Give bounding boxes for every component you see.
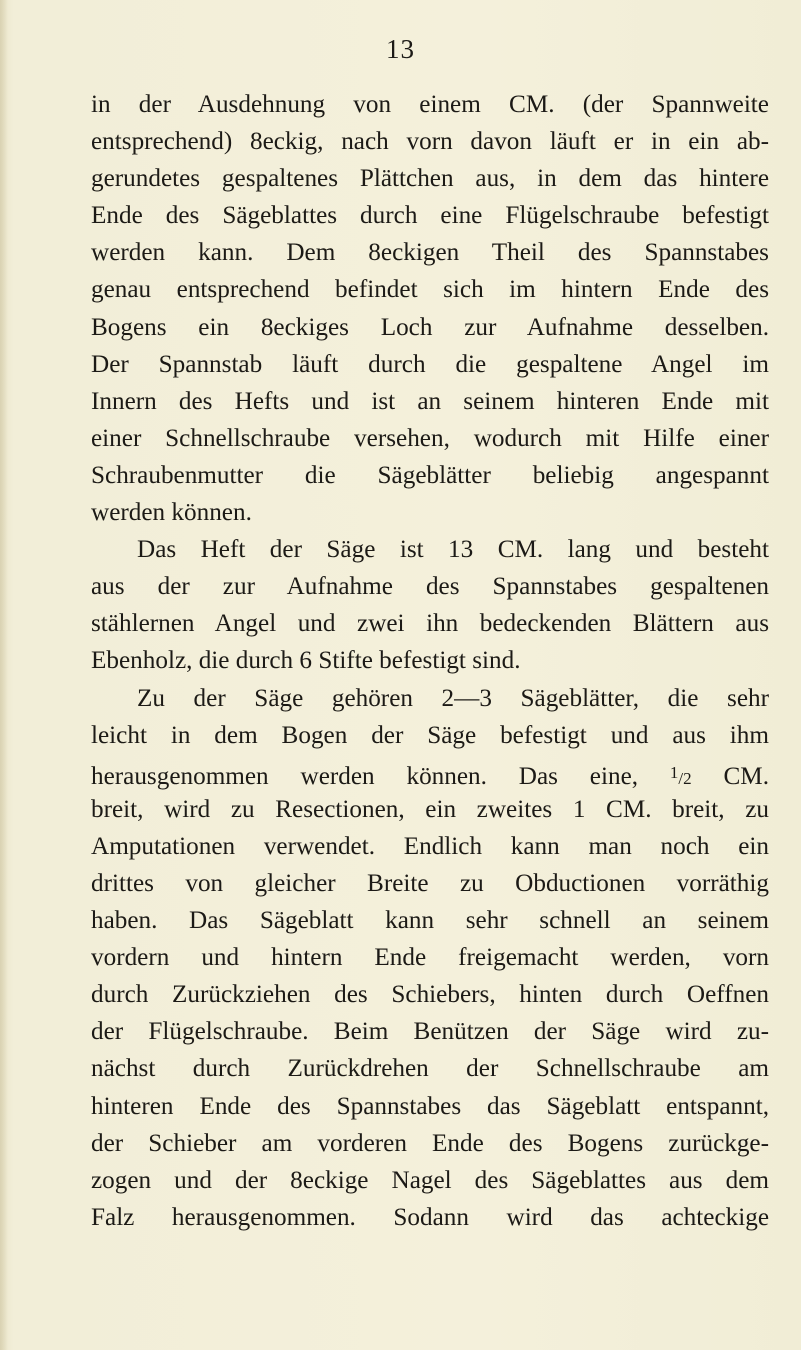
text-line-with-fraction [91, 754, 769, 791]
text-line: entsprechend) 8eckig, nach vorn davon läuft er in ein ab- [91, 128, 769, 156]
text-line: Falz herausgenommen. Sodann wird das achteckige [91, 1203, 769, 1231]
text-line: Das Heft der Säge ist 13 CM. lang und besteht [137, 536, 769, 564]
text-line: werden kann. Dem 8eckigen Theil des Spannstabes [91, 239, 769, 267]
text-line: gerundetes gespaltenes Plättchen aus, in dem das hintere [91, 165, 769, 193]
text-segment: herausgenommen werden können. Das eine, [91, 762, 670, 790]
text-line: Ende des Sägeblattes durch eine Flügelschraube befestigt [91, 202, 769, 230]
text-line: Ebenholz, die durch 6 Stifte befestigt sind. [91, 647, 521, 675]
text-line: genau entsprechend befindet sich im hintern Ende des [91, 276, 769, 304]
text-line: der Schieber am vorderen Ende des Bogens zurückge- [91, 1129, 769, 1157]
text-line: Der Spannstab läuft durch die gespaltene Angel im [91, 350, 769, 378]
page-number: 13 [386, 34, 415, 64]
page-edge-shadow [0, 0, 8, 1350]
body-text [91, 86, 769, 1236]
text-line: hinteren Ende des Spannstabes das Sägeblatt entspannt, [91, 1092, 769, 1120]
text-line: nächst durch Zurückdrehen der Schnellschraube am [91, 1055, 769, 1083]
text-line: breit, wird zu Resectionen, ein zweites 1 CM. breit, zu [91, 795, 769, 823]
text-line: Schraubenmutter die Sägeblätter beliebig angespannt [91, 461, 769, 489]
text-line: durch Zurückziehen des Schiebers, hinten durch Oeffnen [91, 981, 769, 1009]
text-line: Amputationen verwendet. Endlich kann man noch ein [91, 832, 769, 860]
text-line: werden können. [91, 499, 252, 527]
text-line: drittes von gleicher Breite zu Obductionen vorräthig [91, 869, 769, 897]
text-line: der Flügelschraube. Beim Benützen der Säge wird zu- [91, 1018, 769, 1046]
text-line: Bogens ein 8eckiges Loch zur Aufnahme desselben. [91, 313, 769, 341]
text-line: aus der zur Aufnahme des Spannstabes gespaltenen [91, 573, 769, 601]
text-line: vordern und hintern Ende freigemacht werden, vorn [91, 944, 769, 972]
text-line: in der Ausdehnung von einem CM. (der Spannweite [91, 91, 769, 118]
text-segment: CM. [691, 762, 770, 790]
text-line: haben. Das Sägeblatt kann sehr schnell an seinem [91, 907, 769, 935]
text-line: einer Schnellschraube versehen, wodurch mit Hilfe einer [91, 424, 769, 452]
text-line: Innern des Hefts und ist an seinem hinteren Ende mit [91, 387, 769, 415]
text-line: Zu der Säge gehören 2—3 Sägeblätter, die sehr [137, 684, 769, 712]
fraction-numerator: 1 [669, 762, 679, 782]
fraction-denominator: /2 [678, 768, 692, 788]
text-line: zogen und der 8eckige Nagel des Sägeblattes aus dem [91, 1166, 769, 1194]
text-line: stählernen Angel und zwei ihn bedeckenden Blättern aus [91, 610, 769, 638]
text-line: leicht in dem Bogen der Säge befestigt und aus ihm [91, 721, 769, 749]
